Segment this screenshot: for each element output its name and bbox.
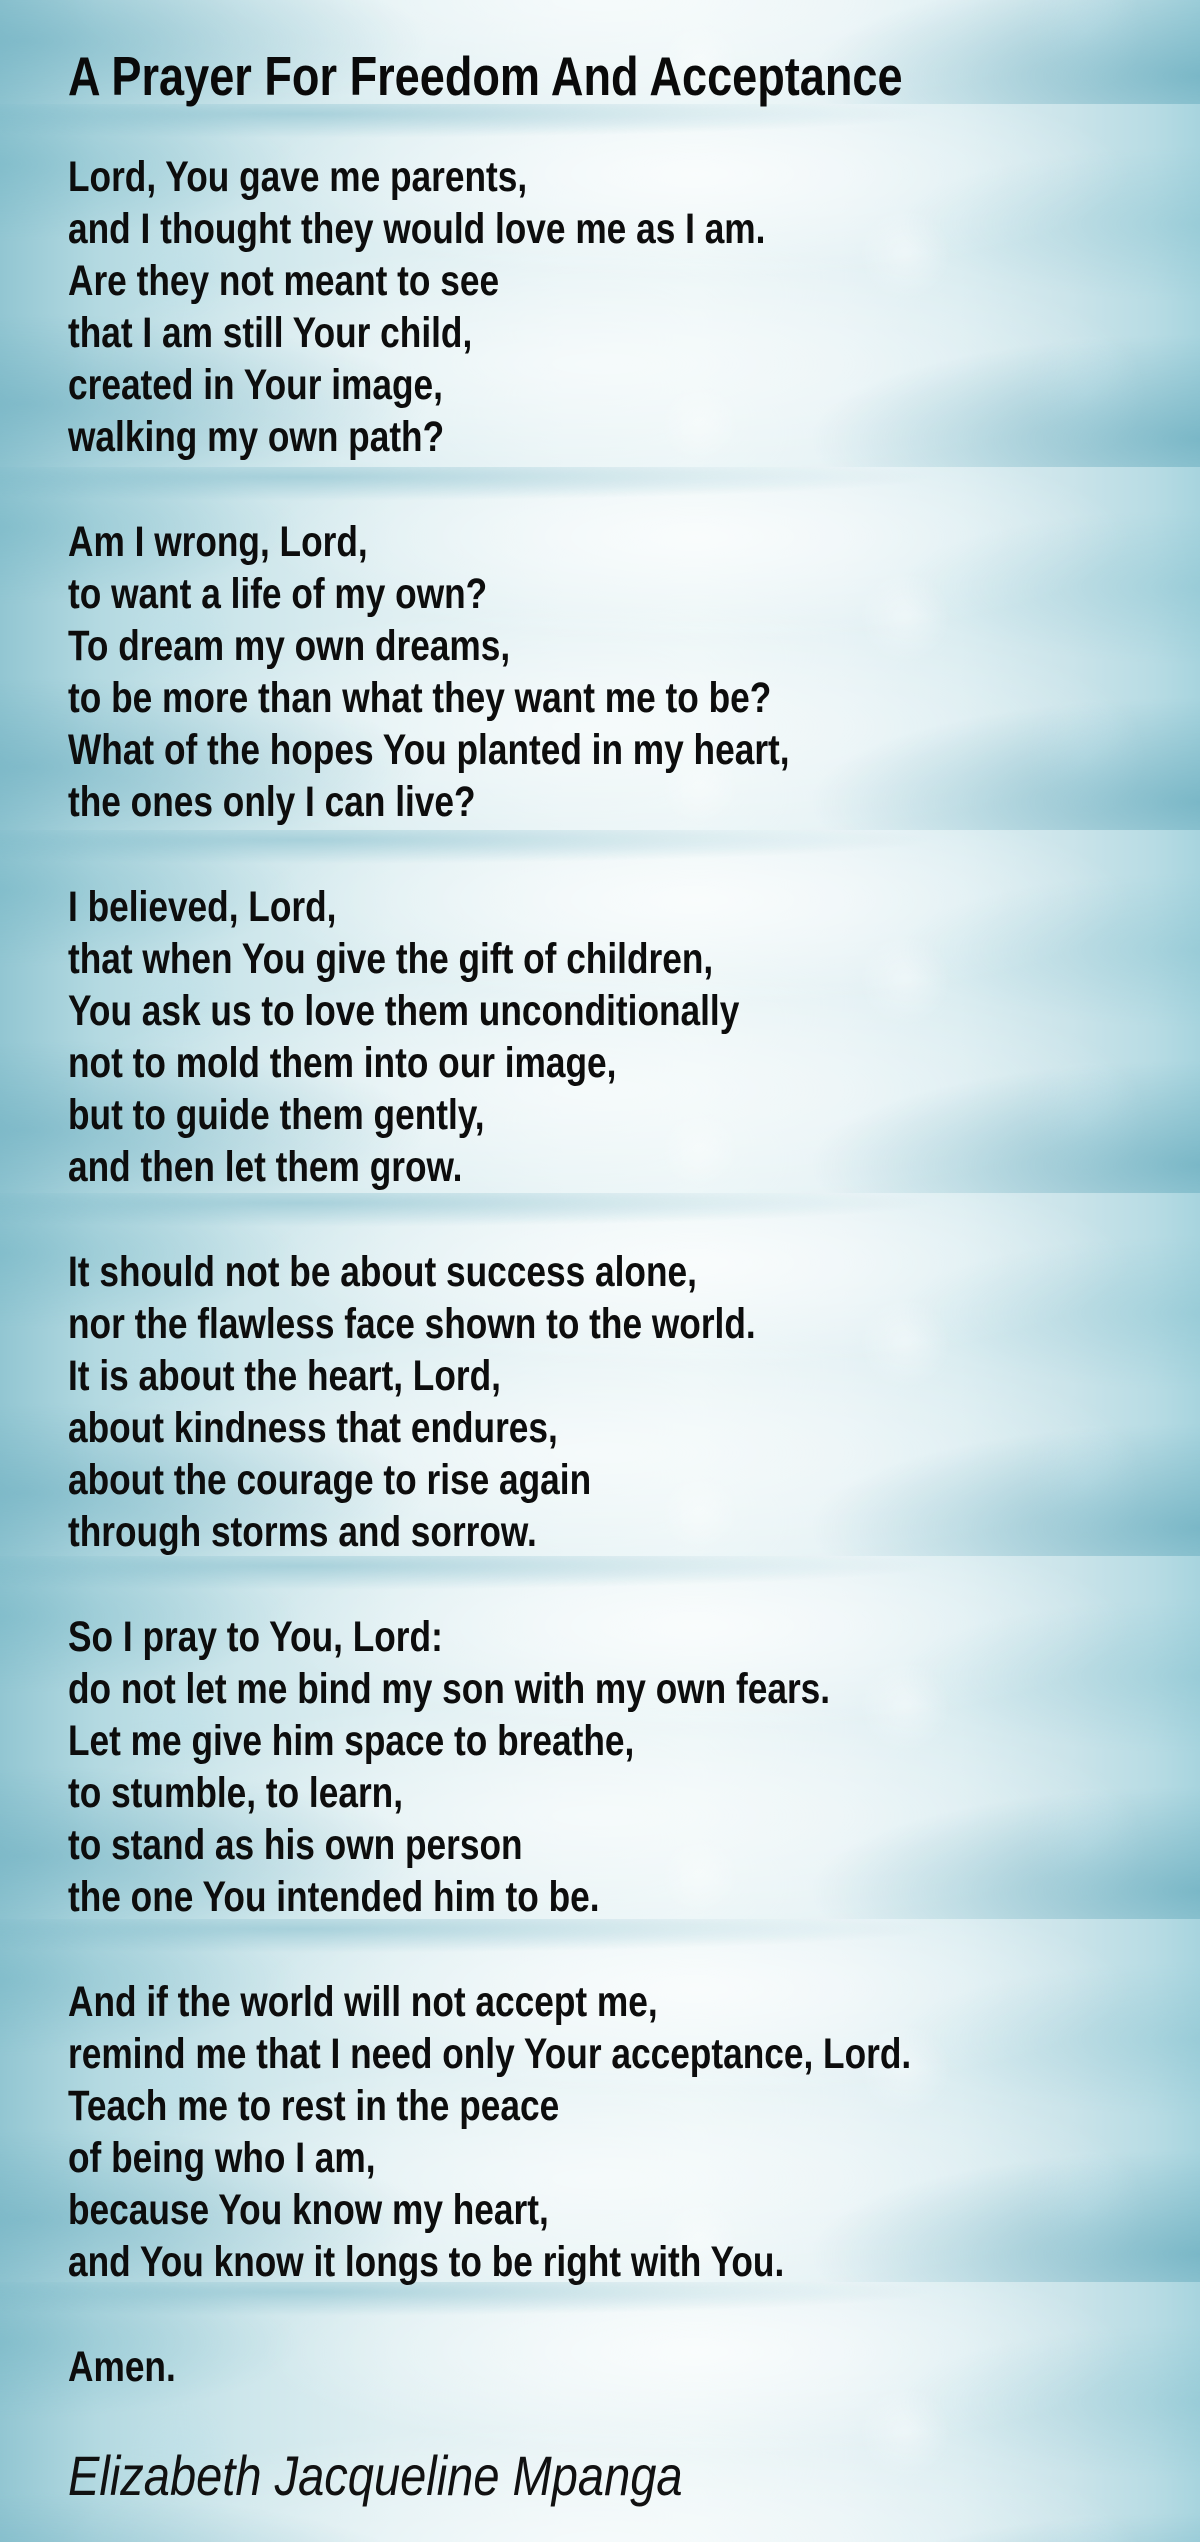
poem-line: but to guide them gently, [68, 1091, 485, 1139]
poem-line: through storms and sorrow. [68, 1508, 537, 1556]
poem-line: the ones only I can live? [68, 778, 476, 826]
poem-line: about kindness that endures, [68, 1404, 558, 1452]
poem-line: created in Your image, [68, 361, 443, 409]
poem-stanza-1 [68, 151, 1170, 463]
poem-line: Are they not meant to see [68, 257, 500, 305]
poem-line: I believed, Lord, [68, 883, 337, 931]
poem-line: that when You give the gift of children, [68, 935, 714, 983]
poem-line: the one You intended him to be. [68, 1873, 600, 1921]
poem-line: Let me give him space to breathe, [68, 1717, 635, 1765]
poem-line: Lord, You gave me parents, [68, 153, 528, 201]
poem-line: to stand as his own person [68, 1821, 523, 1869]
poem-line: What of the hopes You planted in my heart, [68, 726, 790, 774]
poem-line: and You know it longs to be right with You. [68, 2238, 785, 2286]
poem-line: walking my own path? [68, 413, 445, 461]
poem-closing-stanza [68, 2341, 1170, 2393]
poem-line: It is about the heart, Lord, [68, 1352, 501, 1400]
poem-stanza-4 [68, 1246, 1170, 1558]
poem-line: remind me that I need only Your acceptance, Lord. [68, 2030, 912, 2078]
poem-line: It should not be about success alone, [68, 1248, 697, 1296]
poem-line: and then let them grow. [68, 1143, 463, 1191]
poem-line: about the courage to rise again [68, 1456, 592, 1504]
poem-line: because You know my heart, [68, 2186, 549, 2234]
poem-author: Elizabeth Jacqueline Mpanga [68, 2444, 683, 2507]
poem-line: to want a life of my own? [68, 570, 488, 618]
poem-line: not to mold them into our image, [68, 1039, 617, 1087]
poem-line: do not let me bind my son with my own fears. [68, 1665, 831, 1713]
poem-line: So I pray to You, Lord: [68, 1613, 443, 1661]
poem-line: to be more than what they want me to be? [68, 674, 772, 722]
poem-stanza-6 [68, 1976, 1170, 2288]
poem-line: To dream my own dreams, [68, 622, 511, 670]
poem-line: and I thought they would love me as I am. [68, 205, 766, 253]
poem-line: Am I wrong, Lord, [68, 518, 368, 566]
poem-line: to stumble, to learn, [68, 1769, 404, 1817]
poem-line: Teach me to rest in the peace [68, 2082, 560, 2130]
poem-line: And if the world will not accept me, [68, 1978, 658, 2026]
poem-closing: Amen. [68, 2343, 176, 2391]
poem-line: You ask us to love them unconditionally [68, 987, 740, 1035]
poem-line: nor the flawless face shown to the world. [68, 1300, 756, 1348]
poem-line: that I am still Your child, [68, 309, 473, 357]
poem-stanza-5 [68, 1611, 1170, 1923]
poem-line: of being who I am, [68, 2134, 376, 2182]
poem-stanza-2 [68, 516, 1170, 828]
poem-stanza-3 [68, 881, 1170, 1193]
poem-title: A Prayer For Freedom And Acceptance [68, 45, 903, 107]
